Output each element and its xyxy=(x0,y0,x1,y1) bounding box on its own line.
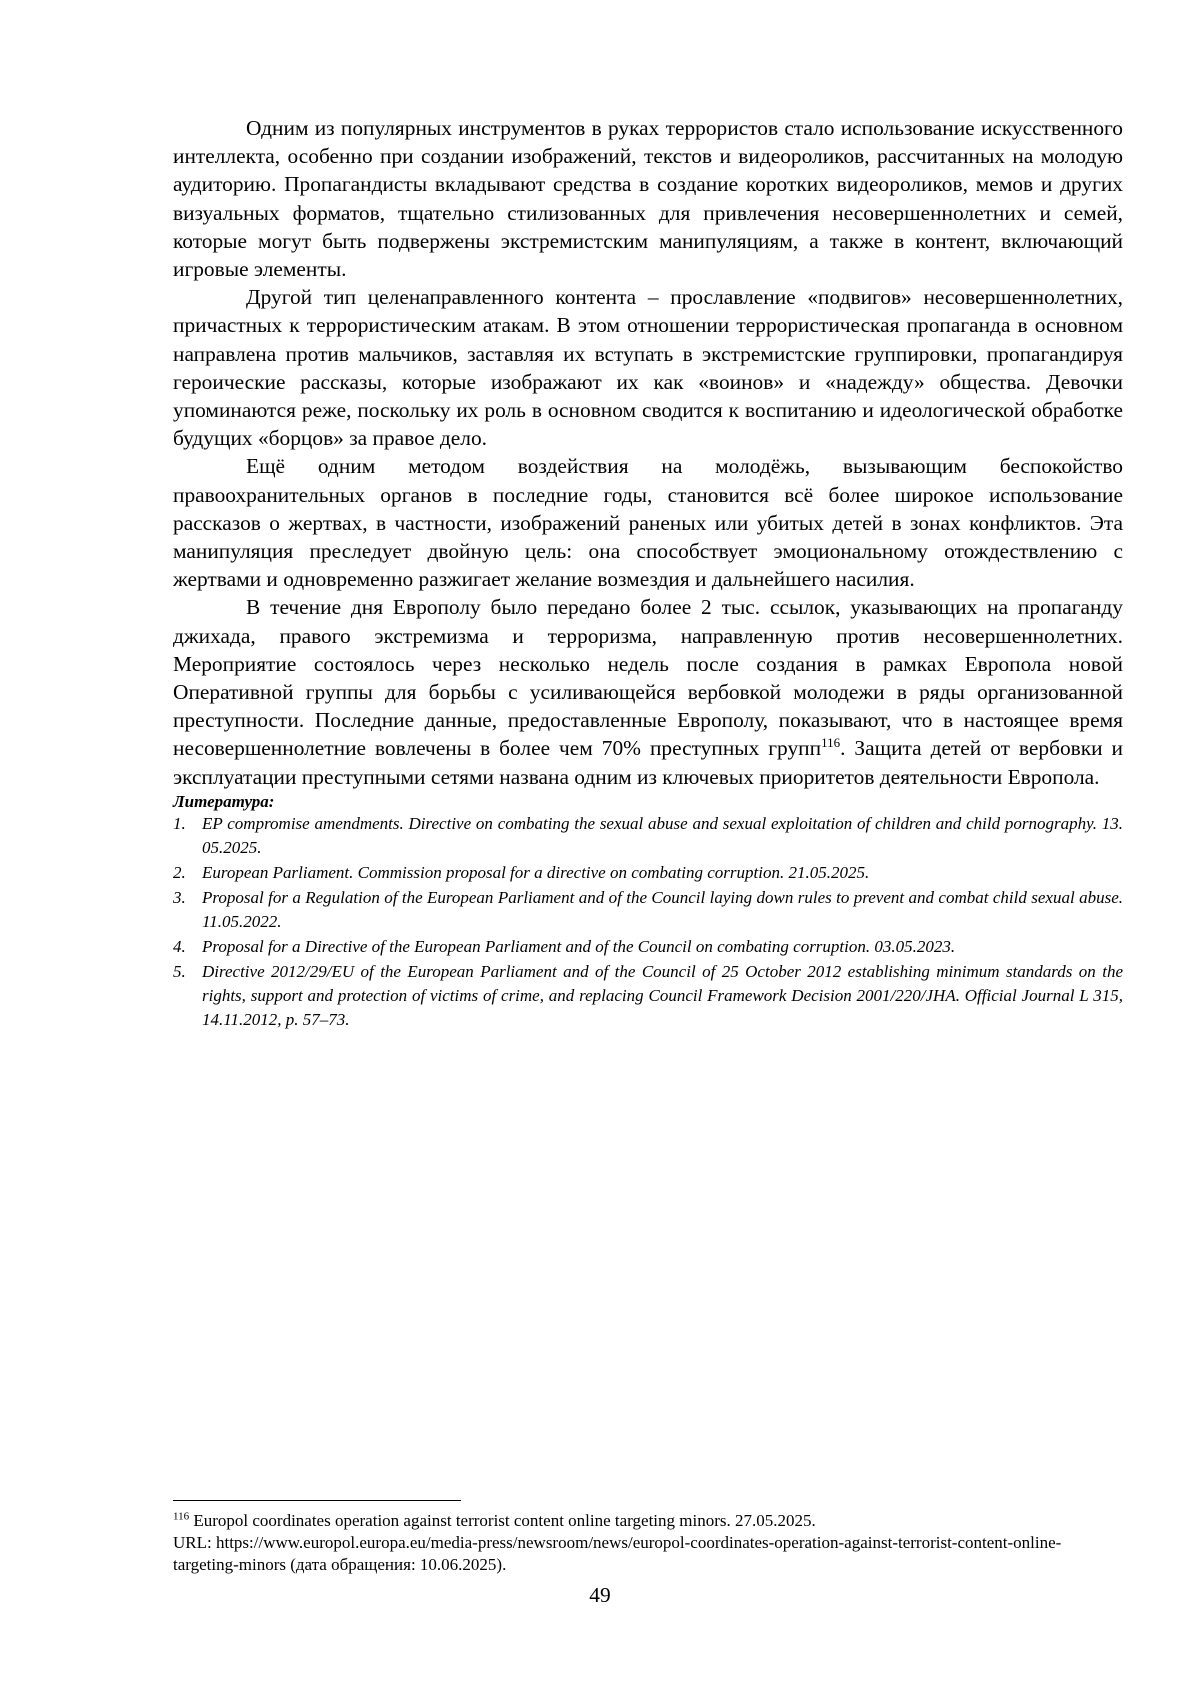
footnote-url[interactable]: URL: https://www.europol.europa.eu/media-press/newsroom/news/europol-coordinates-operation-against-terrorist-content-online-targeting-minors (дата обращения: 10.06.2025). xyxy=(173,1533,1062,1574)
paragraph-text-before-ref: В течение дня Европолу было передано более 2 тыс. ссылок, указывающих на пропаганду джихада, правого экстремизма и терроризма, направленную против несовершеннолетних. Мероприятие состоялось через несколько недель после создания в рамках Европола новой Оперативной группы для борьбы с усиливающейся вербовкой молодежи в ряды организованной преступности. Последние данные, предоставленные Европолу, показывают, что в настоящее время несовершеннолетние вовлечены в более чем 70% преступных групп xyxy=(173,595,1123,761)
footnote xyxy=(173,1510,1123,1576)
footnote-number: 116 xyxy=(173,1510,190,1523)
literature-item xyxy=(173,886,1123,934)
main-text xyxy=(173,114,1123,1033)
paragraph-ai-propaganda: Одним из популярных инструментов в руках террористов стало использование искусственного интеллекта, особенно при создании изображений, текстов и видеороликов, рассчитанных на молодую аудиторию. Пропагандисты вкладывают средства в создание коротких видеороликов, мемов и других визуальных форматов, тщательно стилизованных для привлечения несовершеннолетних и семей, которые могут быть подвержены экстремистским манипуляциям, а также в контент, включающий игровые элементы. xyxy=(173,116,1123,282)
literature-item-text: Directive 2012/29/EU of the European Parliament and of the Council of 25 October 2012 establishing minimum standards on the rights, support and protection of victims of crime, and replacing Council Framework Decision 2001/220/JHA. Official Journal L 315, 14.11.2012, p. 57–73. xyxy=(202,961,1123,1029)
literature-item xyxy=(173,861,1123,885)
literature-item-text: Proposal for a Regulation of the European Parliament and of the Council laying down rules to prevent and combat child sexual abuse. 11.05.2022. xyxy=(202,887,1123,931)
paragraph-text-after-ref: . Защита детей от вербовки и эксплуатации преступными сетями названа одним из ключевых приоритетов деятельности Европола. xyxy=(173,736,1123,789)
literature-heading: Литература: xyxy=(173,791,275,811)
footnote-line xyxy=(173,1510,1123,1532)
paragraph-glorification: Другой тип целенаправленного контента – прославление «подвигов» несовершеннолетних, причастных к террористическим атакам. В этом отношении террористическая пропаганда в основном направлена против мальчиков, заставляя их вступать в экстремистские группировки, пропагандируя героические рассказы, которые изображают их как «воинов» и «надежду» общества. Девочки упоминаются реже, поскольку их роль в основном сводится к воспитанию и идеологической обработке будущих «борцов» за правое дело. xyxy=(173,285,1123,451)
literature-item xyxy=(173,960,1123,1032)
literature-item-text: Proposal for a Directive of the European Parliament and of the Council on combating corruption. 03.05.2023. xyxy=(202,936,956,956)
literature-item-text: EP compromise amendments. Directive on combating the sexual abuse and sexual exploitation of children and child pornography. 13. 05.2025. xyxy=(202,813,1123,857)
literature-item-number: 4. xyxy=(173,936,186,956)
literature-item-number: 3. xyxy=(173,887,186,907)
literature-list xyxy=(173,812,1123,1032)
page-number: 49 xyxy=(589,1583,611,1607)
literature-item xyxy=(173,812,1123,860)
literature-item-number: 2. xyxy=(173,862,186,882)
literature-item xyxy=(173,935,1123,959)
paragraph-victim-narratives: Ещё одним методом воздействия на молодёжь, вызывающим беспокойство правоохранительных органов в последние годы, становится всё более широкое использование рассказов о жертвах, в частности, изображений раненых или убитых детей в зонах конфликтов. Эта манипуляция преследует двойную цель: она способствует эмоциональному отождествлению с жертвами и одновременно разжигает желание возмездия и дальнейшего насилия. xyxy=(173,454,1123,592)
paragraph-europol-action xyxy=(173,593,1123,790)
literature-item-number: 5. xyxy=(173,961,186,981)
literature-item-number: 1. xyxy=(173,813,186,833)
footnote-title: Europol coordinates operation against terrorist content online targeting minors. 27.05.2025. xyxy=(189,1511,816,1530)
footnote-separator xyxy=(173,1500,461,1501)
literature-item-text: European Parliament. Commission proposal for a directive on combating corruption. 21.05.2025. xyxy=(202,862,870,882)
footnote-reference-link[interactable]: 116 xyxy=(821,735,841,751)
